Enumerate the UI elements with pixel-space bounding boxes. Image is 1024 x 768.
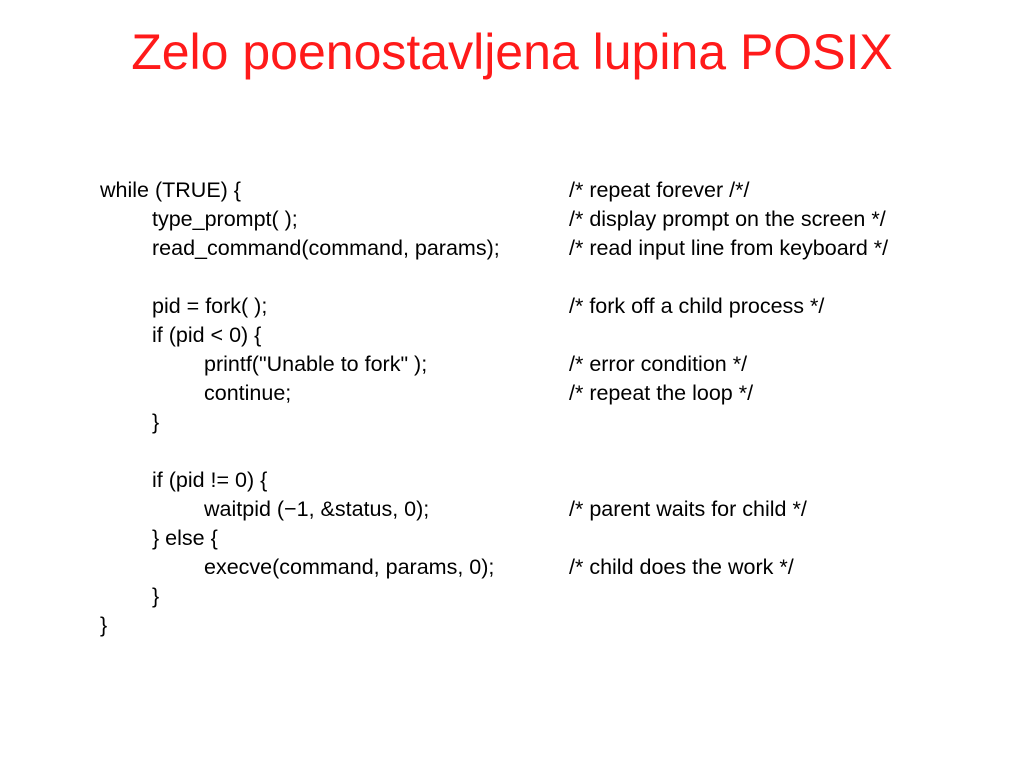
code-comment: /* child does the work */ <box>569 555 794 579</box>
code-text: } else { <box>152 526 218 550</box>
code-text: pid = fork( ); <box>152 294 268 318</box>
code-comment: /* error condition */ <box>569 352 748 376</box>
slide-title: Zelo poenostavljena lupina POSIX <box>131 24 893 80</box>
code-text: waitpid (−1, &status, 0); <box>204 497 430 521</box>
code-line <box>100 379 1000 408</box>
code-line <box>100 495 1000 524</box>
code-line <box>100 611 1000 640</box>
code-text: printf("Unable to fork" ); <box>204 352 428 376</box>
code-line <box>100 234 1000 263</box>
code-text: if (pid != 0) { <box>152 468 268 492</box>
code-line <box>100 292 1000 321</box>
code-comment: /* parent waits for child */ <box>569 497 807 521</box>
code-line <box>100 524 1000 553</box>
code-line <box>100 176 1000 205</box>
code-line <box>100 350 1000 379</box>
code-line <box>100 321 1000 350</box>
code-text: continue; <box>204 381 292 405</box>
code-line <box>100 466 1000 495</box>
code-text: } <box>152 410 160 434</box>
code-text: type_prompt( ); <box>152 207 298 231</box>
code-line <box>100 582 1000 611</box>
code-line <box>100 408 1000 437</box>
code-comment: /* read input line from keyboard */ <box>569 236 889 260</box>
code-line <box>100 205 1000 234</box>
code-line-blank <box>100 437 1000 466</box>
code-comment: /* repeat the loop */ <box>569 381 754 405</box>
code-block <box>100 176 1000 640</box>
code-comment: /* repeat forever /*/ <box>569 178 750 202</box>
code-text: } <box>100 613 108 637</box>
code-text: } <box>152 584 160 608</box>
code-text: while (TRUE) { <box>100 178 241 202</box>
code-comment: /* fork off a child process */ <box>569 294 825 318</box>
code-text: read_command(command, params); <box>152 236 500 260</box>
code-text: if (pid < 0) { <box>152 323 262 347</box>
code-line <box>100 553 1000 582</box>
code-line-blank <box>100 263 1000 292</box>
code-comment: /* display prompt on the screen */ <box>569 207 886 231</box>
code-text: execve(command, params, 0); <box>204 555 495 579</box>
